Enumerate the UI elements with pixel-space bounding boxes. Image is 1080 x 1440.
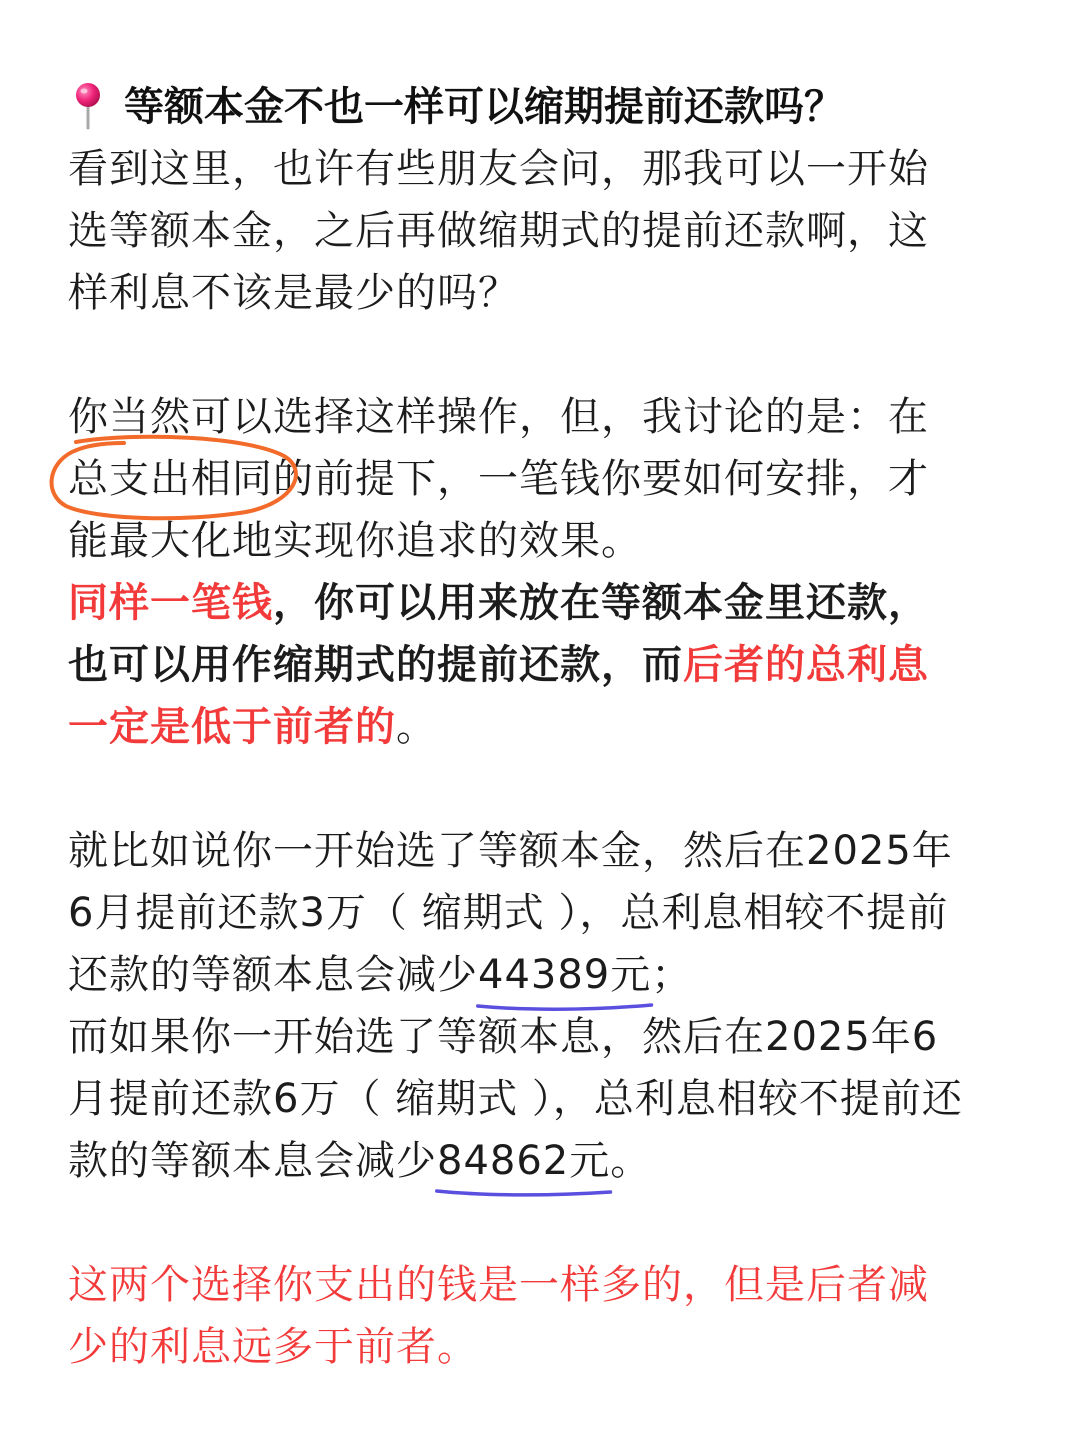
text-line: 这两个选择你支出的钱是一样多的，但是后者减: [68, 1262, 929, 1308]
paragraph-question: [68, 138, 1018, 324]
highlight-red: 同样一笔钱: [68, 580, 273, 626]
text-segment: 。: [610, 1138, 652, 1184]
amount-text: 44389元: [478, 952, 652, 998]
text-line: [68, 696, 1018, 758]
text-line: 就比如说你一开始选了等额本金，然后在2025年: [68, 828, 953, 874]
text-line: 你当然可以选择这样操作，但，我讨论的是：在: [68, 394, 929, 440]
text-line: 样利息不该是最少的吗？: [68, 270, 519, 316]
text-segment: 的前提下，一笔钱你要如何安排，才: [273, 456, 929, 502]
text-line: 看到这里，也许有些朋友会问，那我可以一开始: [68, 146, 929, 192]
underlined-amount: [437, 1130, 610, 1192]
spacer: [68, 324, 1018, 386]
text-line: [68, 448, 1018, 510]
article-title: [68, 76, 1018, 138]
circled-text: 总支出相同: [68, 456, 273, 502]
text-line: 月提前还款6万（ 缩期式 ），总利息相较不提前还: [68, 1076, 963, 1122]
text-line: 能最大化地实现你追求的效果。: [68, 518, 642, 564]
highlight-red: 一定是低于前者的: [68, 704, 396, 750]
paragraph-answer: [68, 386, 1018, 572]
text-line: [68, 634, 1018, 696]
text-line: 少的利息远多于前者。: [68, 1324, 478, 1370]
text-segment: ；: [651, 952, 693, 998]
text-line: [68, 1130, 1018, 1192]
spacer: [68, 1192, 1018, 1254]
text-line: 而如果你一开始选了等额本息，然后在2025年6: [68, 1014, 939, 1060]
amount-text: 84862元: [437, 1138, 611, 1184]
spacer: [68, 758, 1018, 820]
article-body: [68, 76, 1018, 1378]
text-line: 选等额本金，之后再做缩期式的提前还款啊，这: [68, 208, 929, 254]
paragraph-conclusion: [68, 1254, 1018, 1378]
text-segment: 还款的等额本息会减少: [68, 952, 478, 998]
paragraph-example: [68, 820, 1018, 1192]
text-segment: 。: [396, 704, 437, 750]
pushpin-icon: [68, 80, 114, 130]
circled-phrase: [68, 448, 273, 510]
paragraph-emphasis: [68, 572, 1018, 758]
underlined-amount: [478, 944, 651, 1006]
text-line: [68, 572, 1018, 634]
text-line: 6月提前还款3万（ 缩期式 ），总利息相较不提前: [68, 890, 949, 936]
text-line: [68, 944, 1018, 1006]
highlight-red: 后者的总利息: [683, 642, 929, 688]
text-segment: 也可以用作缩期式的提前还款，而: [68, 642, 683, 688]
title-text: 等额本金不也一样可以缩期提前还款吗？: [124, 84, 844, 130]
text-segment: 款的等额本息会减少: [68, 1138, 437, 1184]
text-segment: ，你可以用来放在等额本金里还款，: [273, 580, 929, 626]
